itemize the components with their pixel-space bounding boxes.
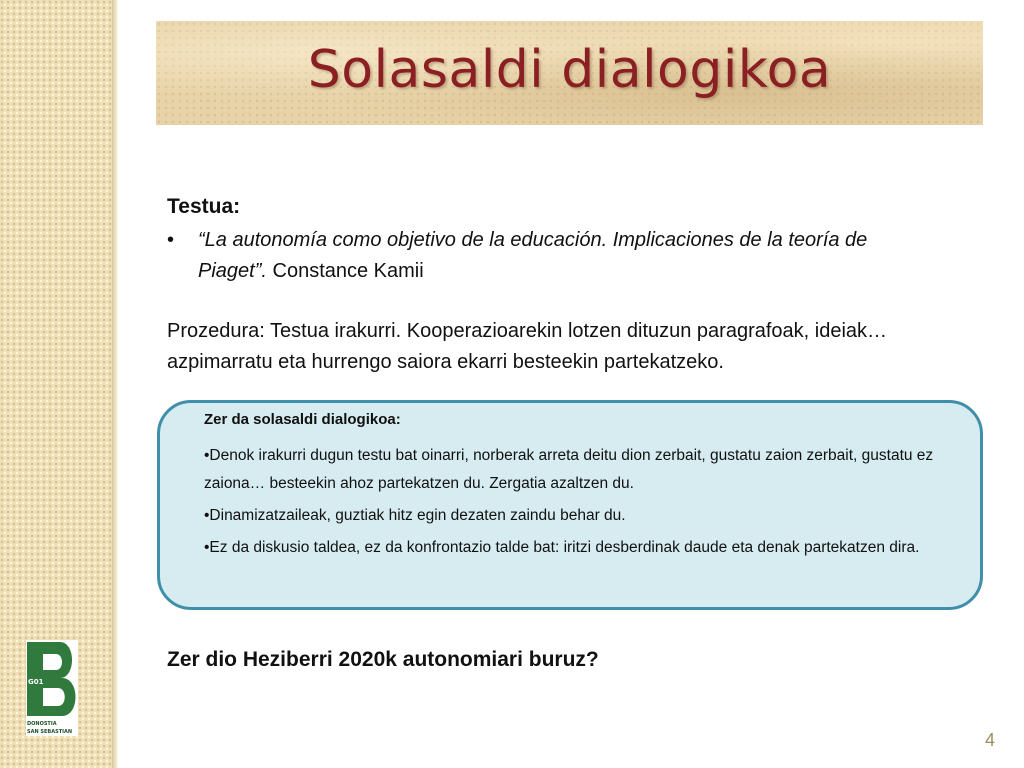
callout-item: •Ez da diskusio taldea, ez da konfrontazio talde bat: iritzi desberdinak daude eta denak partekatzen dira. xyxy=(204,539,920,556)
procedure-paragraph: Prozedura: Testua irakurri. Kooperazioarekin lotzen dituzun paragrafoak, ideiak… azpimarratu eta hurrengo saiora ekarri besteekin partekatzeko. xyxy=(167,320,888,373)
logo-upper-counter xyxy=(43,654,62,670)
definition-callout xyxy=(157,400,983,610)
page-number: 4 xyxy=(985,730,996,750)
slide-title: Solasaldi dialogikoa xyxy=(307,40,832,100)
side-strip-edge xyxy=(112,0,118,768)
reference-author: Constance Kamii xyxy=(272,260,424,282)
reference-title: “La autonomía como objetivo de la educación. Implicaciones de la teoría de Piaget”. xyxy=(198,229,868,282)
bullet-dot: • xyxy=(167,229,175,251)
logo-code: G01 xyxy=(28,678,44,686)
closing-question: Zer dio Heziberri 2020k autonomiari buruz? xyxy=(167,648,599,671)
school-logo xyxy=(26,640,78,736)
reference-bullet xyxy=(167,225,932,287)
reference-text xyxy=(198,225,932,287)
callout-item: •Dinamizatzaileak, guztiak hitz egin dezaten zaindu behar du. xyxy=(204,507,626,524)
testua-heading: Testua: xyxy=(167,195,241,218)
callout-item: •Denok irakurri dugun testu bat oinarri, norberak arreta deitu dion zerbait, gustatu zaion zerbait, gustatu ez zaiona… besteekin ahoz partekatzen du. Zergatia azaltzen du. xyxy=(204,447,934,492)
logo-city-2: SAN SEBASTIAN xyxy=(27,729,73,735)
logo-lower-counter xyxy=(43,688,65,706)
callout-heading: Zer da solasaldi dialogikoa: xyxy=(204,411,401,428)
reference-section xyxy=(167,195,932,287)
logo-city-1: DONOSTIA xyxy=(27,721,57,727)
